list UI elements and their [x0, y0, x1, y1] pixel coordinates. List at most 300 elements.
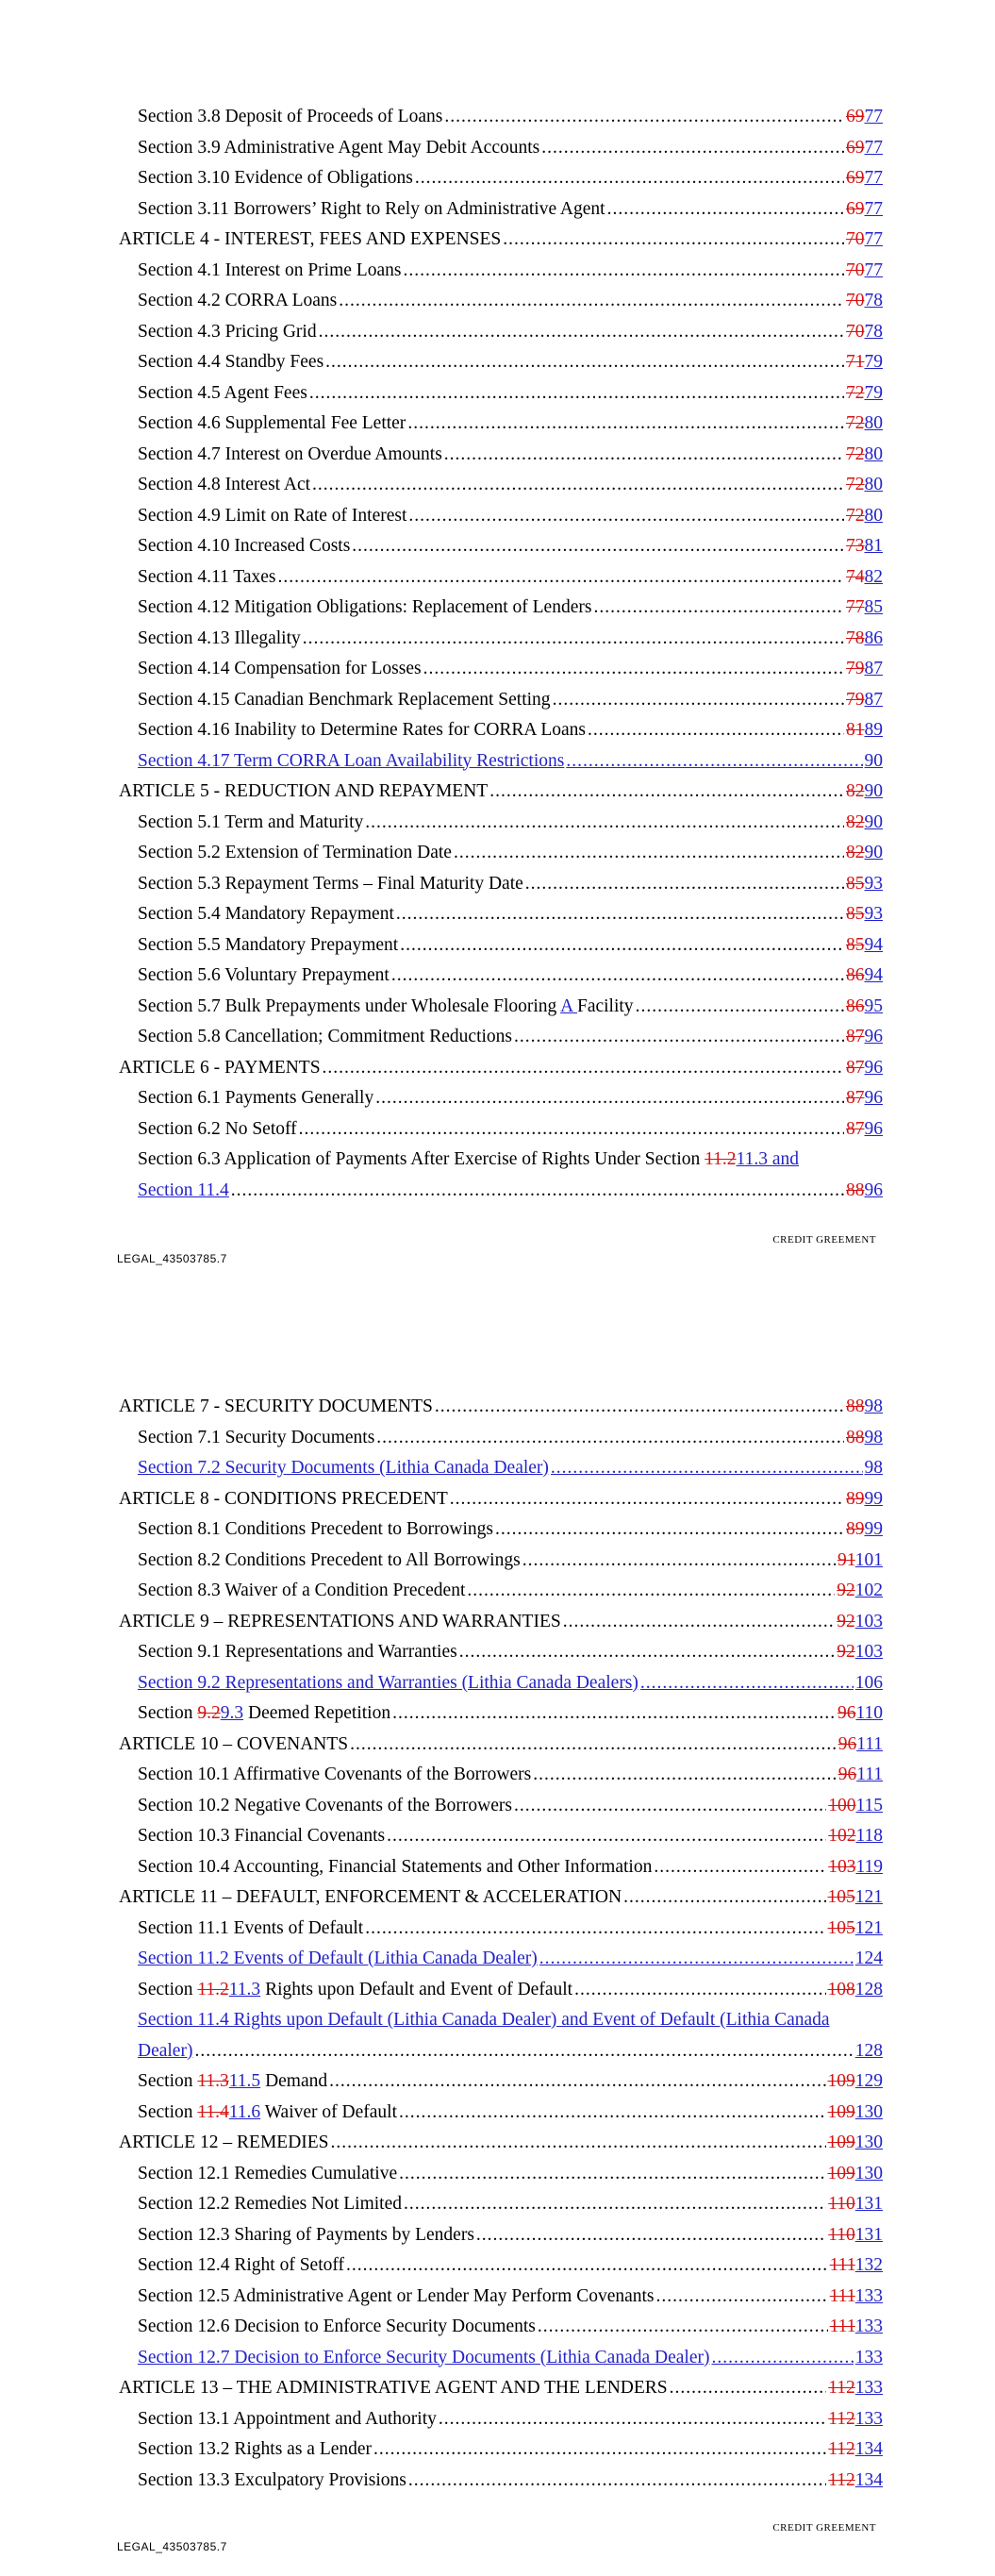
toc-page-number [828, 2434, 883, 2466]
inserted-page-number: 96 [864, 1057, 883, 1078]
toc-entry-title-text: Section 11.1 Events of Default [138, 1917, 364, 1938]
toc-page-number [846, 1176, 883, 1207]
inserted-page-number: 121 [854, 1887, 883, 1907]
toc-page-number [846, 593, 883, 624]
dot-leader [404, 2189, 826, 2220]
deleted-page-number: 87 [846, 1088, 865, 1108]
dot-leader [365, 1914, 825, 1945]
dot-leader [489, 777, 844, 808]
inserted-page-number: 130 [854, 2133, 883, 2152]
deleted-page-number: 70 [846, 291, 865, 310]
dot-leader [323, 1053, 844, 1084]
toc-entry-title-text: Section 4.3 Pricing Grid [138, 321, 317, 342]
toc-section-entry[interactable] [119, 838, 883, 869]
deleted-page-number: 112 [828, 2469, 855, 2490]
deleted-page-number: 72 [846, 505, 865, 526]
dot-leader [376, 1423, 844, 1454]
inserted-page-number: 133 [854, 2408, 883, 2429]
toc-entry-title [138, 1975, 572, 2006]
inserted-page-number: 96 [864, 1179, 883, 1200]
dot-leader [444, 440, 844, 471]
toc-page-number [837, 1698, 883, 1730]
toc-entry-title-text: Section [138, 2071, 198, 2091]
toc-entry-title-text: ARTICLE 4 - INTEREST, FEES AND EXPENSES [119, 229, 502, 249]
toc-page-number [846, 256, 883, 287]
toc-section-entry[interactable] [119, 2343, 883, 2374]
dot-leader [522, 1546, 836, 1577]
toc-entry-title [138, 1852, 652, 1883]
toc-section-entry[interactable] [119, 317, 883, 348]
inserted-page-number: 78 [864, 291, 883, 310]
deleted-page-number: 79 [846, 689, 865, 710]
inserted-page-number: 77 [864, 259, 883, 280]
deleted-page-number: 92 [837, 1581, 855, 1600]
toc-entry-title [138, 163, 413, 194]
toc-page-number [846, 102, 883, 133]
dot-leader [476, 2220, 826, 2251]
toc-section-entry[interactable] [119, 286, 883, 317]
toc-section-entry[interactable] [119, 440, 883, 471]
toc-page-number [828, 1882, 884, 1914]
inserted-page-number: 128 [854, 1979, 883, 1999]
toc-page-number [846, 531, 883, 562]
dot-leader [654, 1852, 826, 1883]
toc-entry-title [138, 1453, 549, 1484]
dot-leader [415, 163, 844, 194]
toc-page-number [846, 961, 883, 992]
inserted-page-number: 111 [856, 1733, 883, 1754]
toc-entry-title [138, 624, 301, 655]
toc-entry-title [138, 1760, 531, 1791]
toc-page-number [855, 1668, 883, 1699]
toc-section-entry[interactable] [119, 1514, 883, 1546]
toc-section-entry[interactable] [119, 2005, 883, 2066]
toc-entry-title [138, 470, 310, 501]
toc-entry-title-text: Section 12.1 Remedies Cumulative [138, 2163, 398, 2183]
deleted-page-number: 92 [837, 1642, 855, 1662]
inserted-page-number: 115 [855, 1795, 883, 1815]
toc-entry-title [138, 347, 323, 378]
toc-section-entry[interactable] [119, 347, 883, 378]
toc-section-entry[interactable] [119, 1083, 883, 1114]
dot-leader [391, 961, 844, 992]
toc-page-number [846, 1022, 883, 1053]
inserted-page-number: 77 [864, 168, 883, 188]
deleted-page-number: 103 [828, 1856, 856, 1877]
toc-entry-title-text: Section 5.3 Repayment Terms – Final Maturity Date [138, 873, 523, 894]
toc-entry-title-text: Rights upon Default and Event of Default [260, 1979, 573, 1999]
toc-section-entry[interactable] [119, 194, 883, 226]
toc-entry-title [138, 746, 564, 778]
inserted-page-number: 77 [864, 198, 883, 219]
deleted-page-number: 96 [837, 1703, 856, 1723]
toc-article-entry[interactable] [119, 225, 883, 256]
inserted-text: 11.5 [228, 2071, 261, 2091]
toc-entry-title-text: Section 4.12 Mitigation Obligations: Replacement of Lenders [138, 597, 592, 617]
toc-section-entry[interactable] [119, 1114, 883, 1146]
dot-leader [656, 2282, 828, 2313]
deleted-page-number: 82 [846, 811, 865, 832]
inserted-page-number: 111 [856, 1765, 883, 1784]
inserted-text: 11.6 [228, 2101, 261, 2122]
toc-section-entry[interactable] [119, 1423, 883, 1454]
toc-entry-title-text: ARTICLE 8 - CONDITIONS PRECEDENT [119, 1488, 448, 1509]
toc-section-entry[interactable] [119, 163, 883, 194]
toc-section-entry[interactable] [119, 2282, 883, 2313]
toc-page-number [828, 2159, 884, 2190]
dot-leader [514, 1022, 844, 1053]
dot-leader [423, 654, 844, 685]
toc-page-number [837, 1607, 883, 1638]
deleted-page-number: 78 [846, 627, 865, 648]
dot-leader [467, 1576, 835, 1607]
toc-section-entry[interactable] [119, 2404, 883, 2435]
toc-section-entry[interactable] [119, 2159, 883, 2190]
toc-page-number [846, 1514, 883, 1546]
inserted-text: Section 11.4 Rights upon Default (Lithia Canada Dealer) and Event of Default (Lithia Canada [138, 2010, 830, 2030]
toc-section-entry[interactable] [119, 869, 883, 900]
inserted-page-number: 95 [864, 995, 883, 1016]
toc-entry-title-text: Section 5.4 Mandatory Repayment [138, 904, 394, 924]
toc-page-2 [0, 1288, 995, 2576]
toc-entry-title-text: Section 10.1 Affirmative Covenants of the Borrowers [138, 1765, 532, 1784]
toc-page-number [846, 1083, 883, 1114]
inserted-page-number: 98 [864, 1458, 883, 1478]
toc-entry-title [138, 1668, 638, 1699]
toc-section-entry[interactable] [119, 899, 883, 930]
toc-section-entry[interactable] [119, 930, 883, 962]
deleted-page-number: 73 [846, 536, 865, 556]
toc-section-entry[interactable] [119, 2189, 883, 2220]
toc-entry-title [119, 1053, 321, 1084]
dot-leader [539, 1944, 854, 1975]
toc-page-number [846, 409, 883, 440]
toc-entry-title-text: ARTICLE 10 – COVENANTS [119, 1733, 349, 1754]
toc-section-entry[interactable] [119, 531, 883, 562]
toc-section-entry[interactable] [119, 715, 883, 746]
deleted-page-number: 85 [846, 904, 865, 924]
toc-entry-title-text: Section 3.8 Deposit of Proceeds of Loans [138, 107, 443, 126]
toc-section-entry[interactable] [119, 624, 883, 655]
dot-leader [329, 2066, 825, 2098]
toc-page-number [828, 2128, 884, 2159]
toc-section-entry[interactable] [119, 685, 883, 716]
deleted-page-number: 74 [846, 566, 865, 587]
dot-leader [303, 624, 844, 655]
dot-leader [454, 838, 844, 869]
toc-article-entry[interactable] [119, 2128, 883, 2159]
inserted-page-number: 130 [854, 2101, 883, 2122]
toc-section-entry[interactable] [119, 1668, 883, 1699]
toc-entry-title-text: Section 4.17 Term CORRA Loan Availability Restrictions [138, 750, 565, 771]
dot-leader [375, 1083, 844, 1114]
toc-page-number [828, 1852, 883, 1883]
deleted-number: 9.2 [197, 1703, 221, 1723]
dot-leader [331, 2128, 826, 2159]
toc-section-entry[interactable] [119, 2312, 883, 2343]
toc-entry-title-text: Demand [260, 2071, 328, 2091]
toc-entry-title [138, 501, 406, 532]
toc-page-number [828, 1791, 883, 1822]
inserted-text: A [560, 995, 577, 1016]
toc-page-number [846, 930, 883, 962]
deleted-page-number: 69 [846, 107, 865, 126]
inserted-page-number: 93 [864, 873, 883, 894]
inserted-page-number: 121 [854, 1917, 883, 1938]
toc-entry-title [138, 102, 442, 133]
toc-page-number [837, 1546, 883, 1577]
toc-entry-title-text: Section 9.2 Representations and Warranties (Lithia Canada Dealers) [138, 1672, 638, 1693]
deleted-page-number: 112 [828, 2408, 855, 2429]
toc-page-number [828, 2189, 883, 2220]
toc-entry-title-text: Section 13.3 Exculpatory Provisions [138, 2469, 406, 2490]
toc-section-entry[interactable] [119, 1821, 883, 1852]
toc-section-entry[interactable] [119, 2434, 883, 2466]
toc-section-entry[interactable] [119, 961, 883, 992]
toc-page-number [846, 869, 883, 900]
toc-page-number [846, 440, 883, 471]
toc-entry-title-text: Section 12.3 Sharing of Payments by Lenders [138, 2224, 474, 2245]
toc-section-entry[interactable] [119, 593, 883, 624]
toc-entry-title [138, 440, 442, 471]
deleted-page-number: 85 [846, 873, 865, 894]
toc-entry-title [138, 2159, 397, 2190]
toc-page-number [828, 2220, 883, 2251]
toc-entry-title [138, 1423, 374, 1454]
toc-section-entry[interactable] [119, 654, 883, 685]
toc-entry-title [138, 1637, 457, 1668]
toc-entry-title [119, 1607, 561, 1638]
deleted-page-number: 102 [828, 1826, 856, 1846]
dot-leader [299, 1114, 844, 1146]
toc-entry-title-text: Section 8.2 Conditions Precedent to All Borrowings [138, 1549, 521, 1570]
toc-entry-title [119, 2373, 668, 2404]
dot-leader [319, 317, 844, 348]
toc-entry-title-text: Section 4.4 Standby Fees [138, 352, 324, 372]
toc-entry-title [138, 715, 586, 746]
dot-leader [435, 1392, 844, 1423]
toc-article-entry[interactable] [119, 1607, 883, 1638]
toc-page-number [846, 163, 883, 194]
toc-entry-title [119, 2128, 329, 2159]
dot-leader [525, 869, 844, 900]
toc-section-entry[interactable] [119, 1637, 883, 1668]
inserted-page-number: 130 [854, 2163, 883, 2183]
toc-page-number [846, 1423, 883, 1454]
toc-entry-title-text: ARTICLE 11 – DEFAULT, ENFORCEMENT & ACCELERATION [119, 1887, 622, 1907]
inserted-page-number: 133 [854, 2317, 883, 2336]
deleted-page-number: 82 [846, 781, 865, 801]
toc-page-number [830, 2282, 883, 2313]
toc-article-entry[interactable] [119, 1053, 883, 1084]
deleted-number: 11.3 [197, 2071, 229, 2091]
toc-section-entry[interactable] [119, 562, 883, 594]
toc-page-number [846, 654, 883, 685]
toc-page-number [846, 1392, 883, 1423]
toc-page-number [855, 2343, 883, 2374]
dot-leader [495, 1514, 844, 1546]
dot-leader [444, 102, 844, 133]
toc-entry-title [119, 1392, 433, 1423]
inserted-page-number: 81 [864, 536, 883, 556]
toc-page-number [846, 1114, 883, 1146]
toc-section-entry[interactable] [119, 1914, 883, 1945]
toc-section-entry[interactable] [119, 1791, 883, 1822]
dot-leader [533, 1760, 837, 1791]
dot-leader [574, 1975, 825, 2006]
toc-page-number [846, 992, 883, 1023]
toc-entry-title-text: Section 5.8 Cancellation; Commitment Reductions [138, 1027, 512, 1046]
dot-leader [640, 1668, 854, 1699]
toc-entry-title-text: ARTICLE 5 - REDUCTION AND REPAYMENT [119, 781, 489, 801]
toc-section-entry[interactable] [119, 501, 883, 532]
toc-section-entry[interactable] [119, 378, 883, 410]
toc-page-number [846, 347, 883, 378]
toc-section-entry[interactable] [119, 409, 883, 440]
inserted-text: Dealer) [138, 2040, 193, 2061]
dot-leader [588, 715, 844, 746]
toc-article-entry[interactable] [119, 1392, 883, 1423]
toc-section-entry[interactable] [119, 1698, 883, 1730]
toc-entry-title-text: Section 7.2 Security Documents (Lithia Canada Dealer) [138, 1458, 549, 1478]
toc-section-entry[interactable] [119, 2220, 883, 2251]
deleted-page-number: 88 [846, 1427, 865, 1447]
toc-section-entry[interactable] [119, 1576, 883, 1607]
toc-section-entry[interactable] [119, 2466, 883, 2497]
toc-entry-title-text: Section 13.1 Appointment and Authority [138, 2408, 437, 2429]
inserted-page-number: 82 [864, 566, 883, 587]
dot-leader [541, 133, 844, 164]
toc-entry-title-text: Section 12.6 Decision to Enforce Security Documents [138, 2317, 536, 2336]
toc-entry-title [138, 317, 317, 348]
deleted-page-number: 86 [846, 965, 865, 985]
toc-section-entry[interactable] [119, 2250, 883, 2282]
toc-section-entry[interactable] [119, 2098, 883, 2129]
dot-leader [553, 685, 844, 716]
toc-article-entry[interactable] [119, 1882, 883, 1914]
toc-section-entry[interactable] [119, 1022, 883, 1053]
toc-page-number [846, 899, 883, 930]
toc-entry-title [138, 1944, 538, 1975]
dot-leader [450, 1484, 844, 1515]
toc-entry-title [138, 1083, 373, 1114]
deleted-page-number: 69 [846, 198, 865, 219]
inserted-page-number: 77 [864, 229, 883, 249]
inserted-page-number: 87 [864, 689, 883, 710]
toc-page-number [855, 1944, 883, 1975]
toc-page-number [828, 2373, 883, 2404]
toc-entry-title-text: Section 4.15 Canadian Benchmark Replacement Setting [138, 689, 551, 710]
inserted-page-number: 94 [864, 965, 883, 985]
toc-entry-title [138, 961, 390, 992]
dot-leader [670, 2373, 827, 2404]
toc-page-number [830, 2250, 883, 2282]
toc-section-entry[interactable] [119, 2066, 883, 2098]
toc-section-entry[interactable] [119, 1145, 883, 1206]
toc-entry-title-text: Section 4.1 Interest on Prime Loans [138, 259, 402, 280]
dot-leader [373, 2434, 826, 2466]
toc-entry-title [138, 654, 422, 685]
dot-leader [459, 1637, 836, 1668]
toc-section-entry[interactable] [119, 470, 883, 501]
toc-page-number [846, 225, 883, 256]
toc-entry-title [138, 1914, 363, 1945]
deleted-page-number: 109 [827, 2071, 855, 2091]
deleted-page-number: 108 [827, 1979, 855, 1999]
toc-entry-title-text: Section 12.2 Remedies Not Limited [138, 2194, 402, 2214]
toc-section-entry[interactable] [119, 1546, 883, 1577]
dot-leader [387, 1821, 826, 1852]
toc-section-entry[interactable] [119, 256, 883, 287]
deleted-page-number: 71 [846, 352, 865, 372]
dot-leader [352, 531, 844, 562]
toc-entry-title [138, 838, 452, 869]
deleted-page-number: 89 [846, 1488, 865, 1509]
toc-section-entry[interactable] [119, 1453, 883, 1484]
toc-entry-title [138, 1576, 465, 1607]
toc-section-entry[interactable] [119, 746, 883, 778]
toc-article-entry[interactable] [119, 2373, 883, 2404]
dot-leader [503, 225, 844, 256]
toc-article-entry[interactable] [119, 777, 883, 808]
toc-article-entry[interactable] [119, 1730, 883, 1761]
toc-page-number [838, 1760, 883, 1791]
deleted-page-number: 91 [837, 1549, 855, 1570]
toc-entry-title-text: Section 6.2 No Setoff [138, 1118, 297, 1139]
toc-entry-title-text: Section 8.3 Waiver of a Condition Precedent [138, 1581, 466, 1600]
dot-leader [551, 1453, 863, 1484]
inserted-page-number: 99 [864, 1519, 883, 1539]
toc-page-number [865, 1453, 884, 1484]
deleted-page-number: 88 [846, 1179, 865, 1200]
inserted-page-number: 80 [864, 443, 883, 464]
toc-section-entry[interactable] [119, 133, 883, 164]
inserted-page-number: 106 [854, 1672, 883, 1693]
inserted-page-number: 118 [855, 1826, 883, 1846]
inserted-page-number: 90 [864, 811, 883, 832]
toc-article-entry[interactable] [119, 1484, 883, 1515]
inserted-page-number: 77 [864, 107, 883, 126]
inserted-page-number: 133 [854, 2378, 883, 2398]
footer-document-title: CREDIT GREEMENT [772, 2522, 876, 2534]
deleted-page-number: 87 [846, 1057, 865, 1078]
deleted-page-number: 112 [828, 2378, 855, 2398]
inserted-page-number: 102 [854, 1581, 883, 1600]
toc-section-entry[interactable] [119, 102, 883, 133]
toc-section-entry[interactable] [119, 1975, 883, 2006]
toc-page-number [846, 378, 883, 410]
toc-section-entry[interactable] [119, 1852, 883, 1883]
toc-entry-title [119, 1730, 348, 1761]
toc-section-entry[interactable] [119, 1760, 883, 1791]
toc-entry-title-text: Section 12.7 Decision to Enforce Security Documents (Lithia Canada Dealer) [138, 2347, 710, 2367]
toc-entry-title [138, 2066, 327, 2098]
toc-section-entry[interactable] [119, 808, 883, 839]
toc-entry-title [138, 2189, 402, 2220]
deleted-page-number: 72 [846, 413, 865, 433]
toc-section-entry[interactable] [119, 1944, 883, 1975]
toc-entry-title-text: Section 10.4 Accounting, Financial Statements and Other Information [138, 1856, 653, 1877]
toc-entry-title-text: Section [138, 1703, 198, 1723]
deleted-number: 11.2 [197, 1979, 229, 1999]
toc-entry-title-text: Section 5.5 Mandatory Prepayment [138, 934, 399, 955]
toc-section-entry[interactable] [119, 992, 883, 1023]
inserted-page-number: 87 [864, 659, 883, 678]
toc-entry-title [119, 1882, 622, 1914]
toc-entry-title [138, 685, 551, 716]
toc-entry-title-text: Waiver of Default [260, 2101, 397, 2122]
deleted-page-number: 109 [827, 2101, 855, 2122]
